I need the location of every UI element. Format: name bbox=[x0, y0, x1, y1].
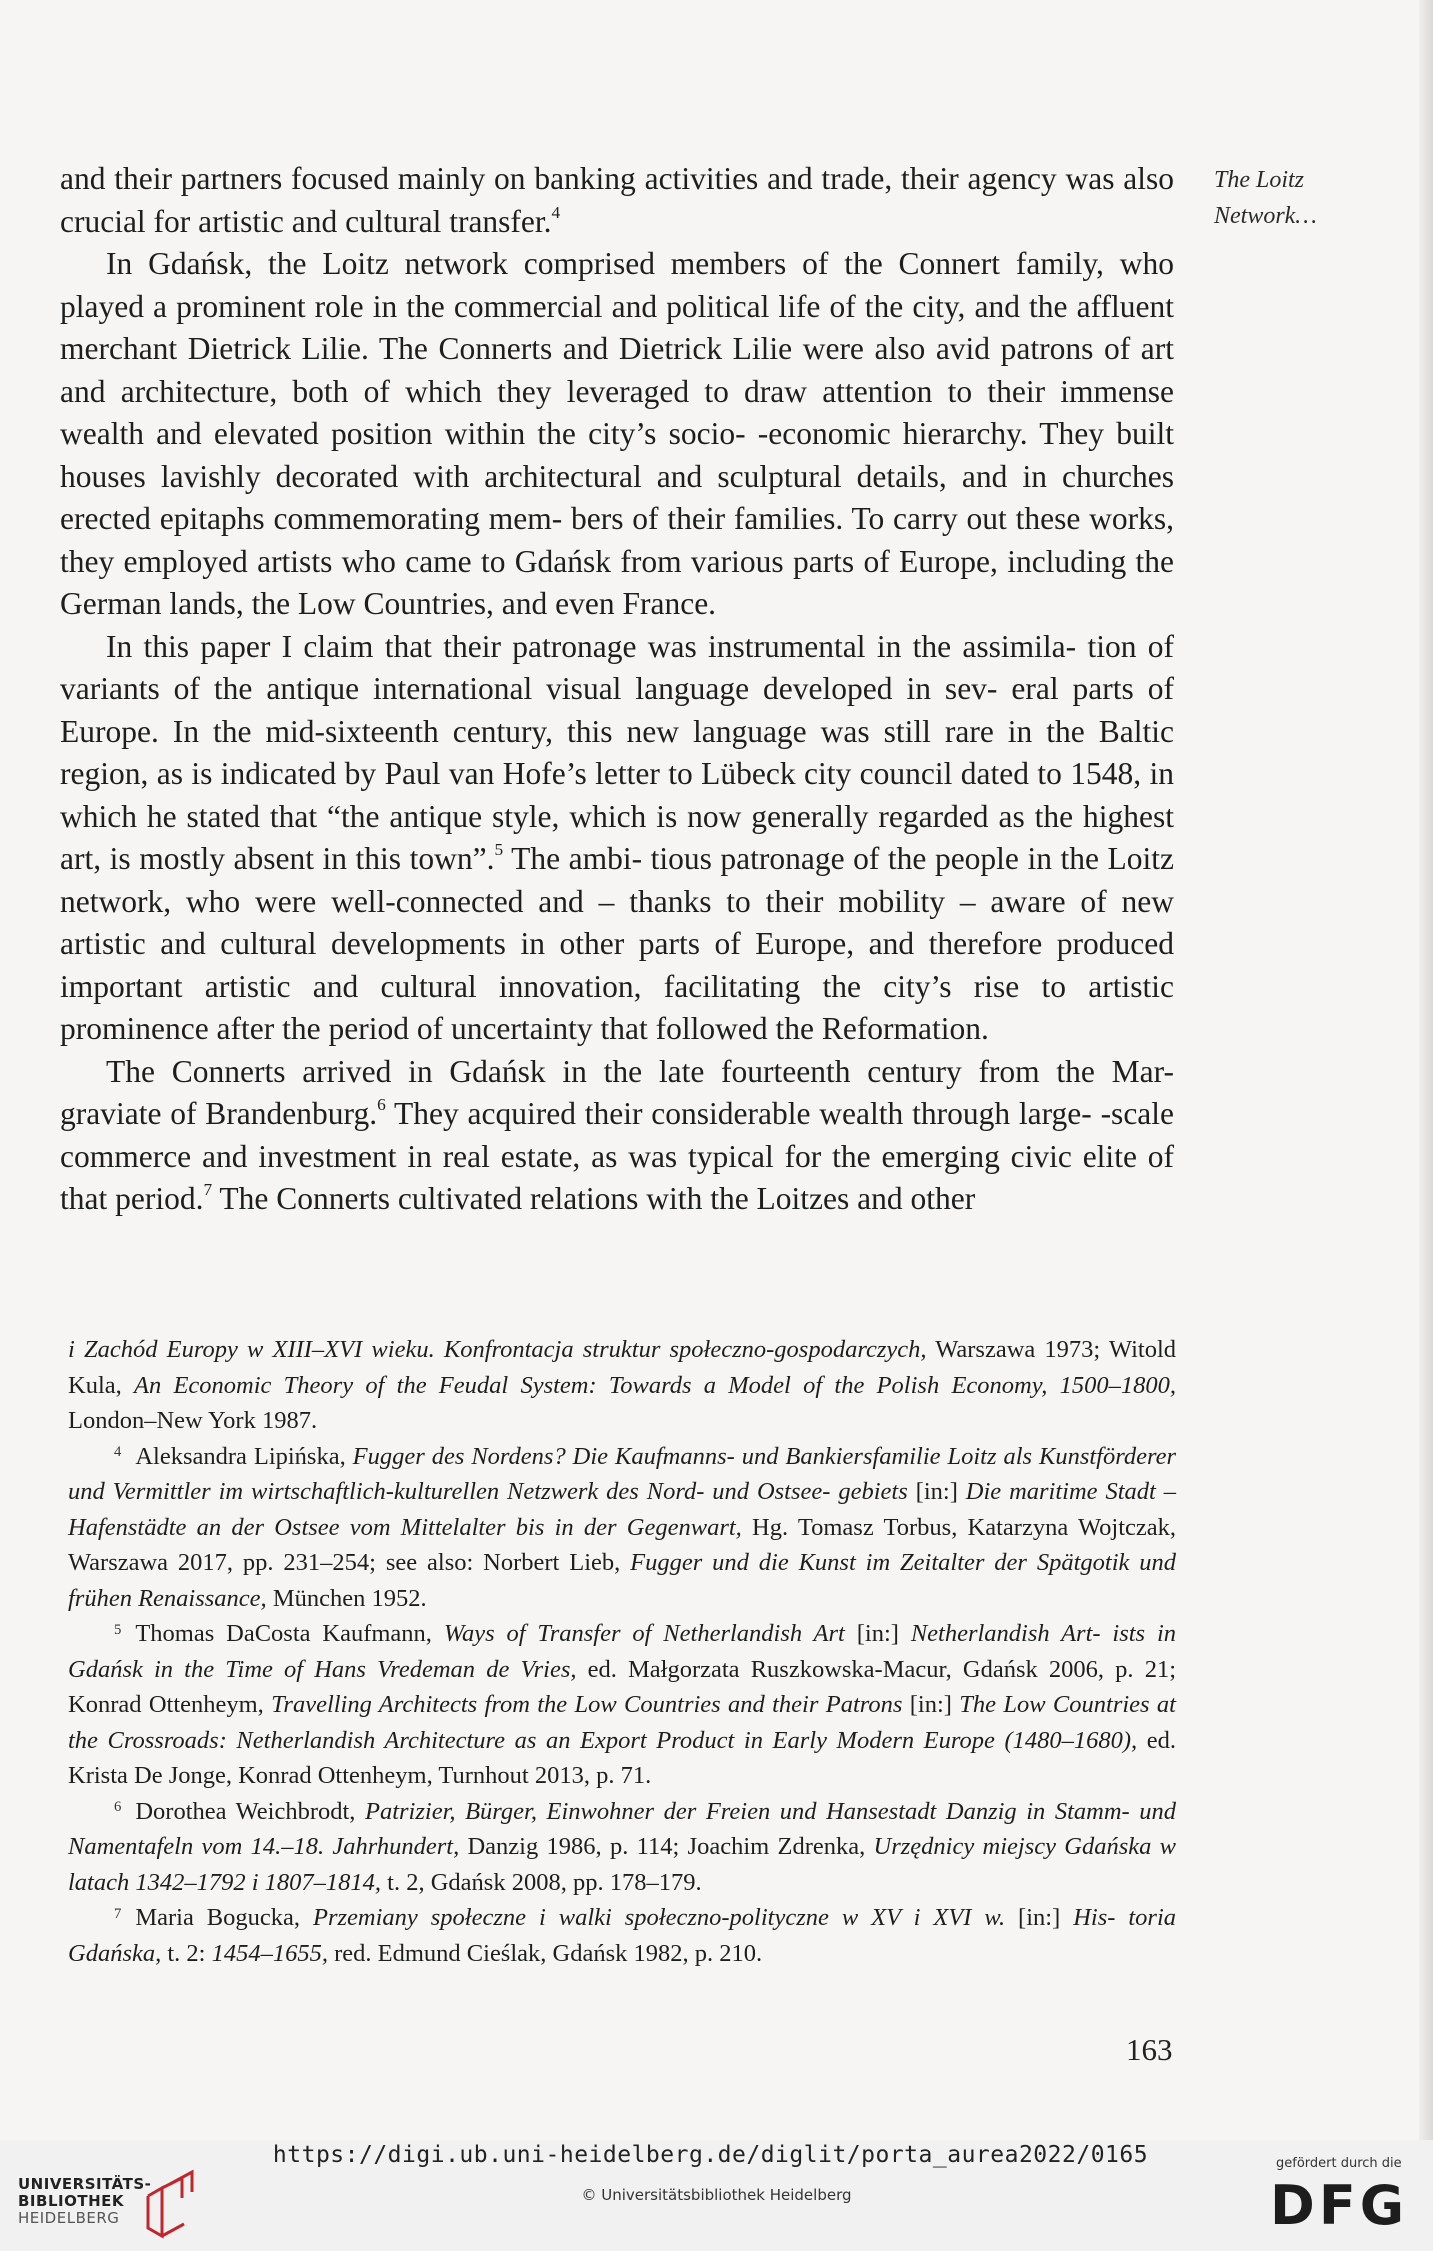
footnote-4-end: München 1952. bbox=[266, 1584, 427, 1612]
footnote-continued-text-b: Warszawa 1973; Witold Kula, bbox=[68, 1336, 1176, 1399]
footnote-continued bbox=[68, 1332, 1176, 1439]
footnote-4 bbox=[68, 1439, 1176, 1617]
footnote-6-author: Dorothea Weichbrodt, bbox=[135, 1797, 365, 1825]
margin-note-line-1: The Loitz bbox=[1214, 167, 1305, 193]
dfg-funded-by-label: gefördert durch die bbox=[1276, 2156, 1402, 2171]
dfg-logo[interactable] bbox=[1270, 2156, 1420, 2242]
copyright-notice: © Universitätsbibliothek Heidelberg bbox=[581, 2186, 852, 2204]
permalink-url[interactable] bbox=[0, 2142, 1433, 2168]
ub-logo-line-2: BIBLIOTHEK bbox=[18, 2192, 124, 2210]
footnote-7 bbox=[68, 1900, 1176, 1971]
footnote-7-volume: t. 2: bbox=[161, 1939, 212, 1967]
footnote-continued-title-2: An Economic Theory of the Feudal System: Towards a Model of the Polish Economy, 1500–1800, bbox=[134, 1371, 1176, 1399]
footnote-5-end: ed. Krista De Jonge, Konrad Ottenheym, Turnhout 2013, p. 71. bbox=[68, 1726, 1176, 1789]
paragraph-1 bbox=[60, 158, 1174, 243]
margin-note bbox=[1214, 162, 1394, 234]
paragraph-4-text-b: They acquired their considerable wealth through large- -scale commerce and investment in real estate, as was typical for the emerging civic elite of that period. bbox=[60, 1096, 1175, 1216]
footnote-4-text: Hg. Tomasz Torbus, Katarzyna Wojtczak, Warszawa 2017, pp. 231–254; see also: Norbert Lieb, bbox=[68, 1513, 1177, 1576]
paragraph-3-text-b: The ambi- tious patronage of the people in the Loitz network, who were well-connected and – thanks to their mobility – aware of new artistic and cultural developments in other parts of Europe, and therefore produced important artistic and cultural innovation, facilitating the city’s rise to artistic prominence after the period of uncertainty that followed the Reformation. bbox=[60, 841, 1174, 1046]
paragraph-3 bbox=[60, 626, 1174, 1051]
permalink-url-text[interactable]: https://digi.ub.uni-heidelberg.de/diglit/porta_aurea2022/0165 bbox=[272, 2142, 1149, 2168]
footnote-5-number: 5 bbox=[114, 1621, 122, 1638]
footnote-6-title: Patrizier, Bürger, Einwohner der Freien und Hansestadt Danzig in Stamm- und Namentafeln vom 14.–18. Jahrhundert, bbox=[68, 1797, 1176, 1860]
page-number: 163 bbox=[1126, 2032, 1173, 2067]
footnote-7-end: red. Edmund Cieślak, Gdańsk 1982, p. 210. bbox=[327, 1939, 763, 1967]
footnote-6 bbox=[68, 1794, 1176, 1901]
footnote-ref-6[interactable]: 6 bbox=[377, 1095, 386, 1115]
footnote-5-book: Netherlandish Art- ists in Gdańsk in the Time of Hans Vredeman de Vries, bbox=[68, 1620, 1177, 1683]
footnote-7-author: Maria Bogucka, bbox=[135, 1904, 313, 1931]
page-edge-shadow bbox=[1419, 0, 1433, 2140]
footnote-5-book-2: The Low Countries at the Crossroads: Netherlandish Architecture as an Export Product in Early Modern Europe (1480–1680), bbox=[68, 1691, 1176, 1754]
margin-note-line-2: Network… bbox=[1214, 203, 1317, 229]
paragraph-4-text-c: The Connerts cultivated relations with the Loitzes and other bbox=[212, 1181, 976, 1216]
footnote-4-in: [in:] bbox=[907, 1478, 966, 1505]
footnote-6-number: 6 bbox=[114, 1799, 122, 1816]
footnote-5-in: [in:] bbox=[844, 1620, 911, 1647]
footnote-7-in: [in:] bbox=[1005, 1904, 1074, 1931]
footnote-4-author: Aleksandra Lipińska, bbox=[135, 1442, 353, 1470]
footnote-ref-4[interactable]: 4 bbox=[551, 202, 561, 222]
ub-logo-line-1: UNIVERSITÄTS- bbox=[18, 2175, 152, 2193]
footnote-4-title-2: Fugger und die Kunst im Zeitalter der Spätgotik und frühen Renaissance, bbox=[68, 1549, 1177, 1612]
footnote-5-author: Thomas DaCosta Kaufmann, bbox=[135, 1620, 444, 1647]
footnote-7-book: His- toria Gdańska, bbox=[68, 1904, 1177, 1967]
footnote-5-title: Ways of Transfer of Netherlandish Art bbox=[443, 1620, 845, 1647]
footnote-ref-7[interactable]: 7 bbox=[203, 1180, 213, 1200]
dfg-wordmark: DFG bbox=[1270, 2174, 1409, 2237]
paragraph-4-text-a: The Connerts arrived in Gdańsk in the late fourteenth century from the Mar- graviate of Brandenburg. bbox=[60, 1053, 1174, 1131]
paragraph-3-text-a: In this paper I claim that their patronage was instrumental in the assimila- tion of variants of the antique international visual language developed in sev- eral parts of Europe. In the mid-sixteenth century, this new language was still rare in the Baltic region, as is indicated by Paul van Hofe’s letter to Lübeck city council dated to 1548, in which he stated that “the antique style, which is now generally regarded as the highest art, is mostly absent in this town”. bbox=[60, 628, 1174, 876]
paragraph-1-text: and their partners focused mainly on banking activities and trade, their agency was also crucial for artistic and cultural transfer. bbox=[60, 161, 1174, 239]
footnote-5-text: ed. Małgorzata Ruszkowska-Macur, Gdańsk 2006, p. 21; Konrad Ottenheym, bbox=[68, 1655, 1176, 1718]
footnote-4-number: 4 bbox=[114, 1444, 122, 1461]
paragraph-4 bbox=[60, 1051, 1174, 1221]
footnote-6-title-2: Urzędnicy miejscy Gdańska w latach 1342–1792 i 1807–1814, bbox=[68, 1833, 1176, 1896]
footnote-6-end: t. 2, Gdańsk 2008, pp. 178–179. bbox=[381, 1868, 702, 1896]
footnote-6-text: Danzig 1986, p. 114; Joachim Zdrenka, bbox=[459, 1833, 874, 1860]
footnote-ref-5[interactable]: 5 bbox=[494, 840, 504, 860]
paragraph-2: In Gdańsk, the Loitz network comprised members of the Connert family, who played a prominent role in the commercial and political life of the city, and the affluent merchant Dietrick Lilie. The Connerts and Dietrick Lilie were also avid patrons of art and architecture, both of which they leveraged to draw attention to their immense wealth and elevated position within the city’s socio- -economic hierarchy. They built houses lavishly decorated with architectural and sculptural details, and in churches erected epitaphs commemorating mem- bers of their families. To carry out these works, they employed artists who came to Gdańsk from various parts of Europe, including the German lands, the Low Countries, and even France. bbox=[60, 246, 1174, 621]
footnote-7-title: Przemiany społeczne i walki społeczno-polityczne w XV i XVI w. bbox=[313, 1904, 1006, 1931]
footnote-4-title: Fugger des Nordens? Die Kaufmanns- und Bankiersfamilie Loitz als Kunstförderer und Vermittler im wirtschaftlich-kulturellen Netzwerk des Nord- und Ostsee- gebiets bbox=[68, 1442, 1177, 1505]
main-text bbox=[60, 158, 1174, 1221]
footnote-continued-title: i Zachód Europy w XIII–XVI wieku. Konfrontacja struktur społeczno-gospodarczych, bbox=[68, 1336, 927, 1363]
footnote-7-years: 1454–1655, bbox=[211, 1939, 328, 1967]
footnote-5-title-2: Travelling Architects from the Low Countries and their Patrons bbox=[271, 1691, 903, 1718]
footnote-5-in-2: [in:] bbox=[902, 1691, 960, 1718]
footnote-5 bbox=[68, 1616, 1176, 1794]
digitization-footer bbox=[0, 2140, 1433, 2251]
footnote-4-book: Die maritime Stadt – Hafenstädte an der Ostsee vom Mittelalter bis in der Gegenwart, bbox=[68, 1478, 1176, 1541]
ub-logo-line-3: HEIDELBERG bbox=[18, 2209, 120, 2227]
footnote-continued-text-d: London–New York 1987. bbox=[68, 1407, 318, 1434]
footnotes bbox=[68, 1332, 1176, 1971]
footnote-7-number: 7 bbox=[114, 1905, 122, 1922]
